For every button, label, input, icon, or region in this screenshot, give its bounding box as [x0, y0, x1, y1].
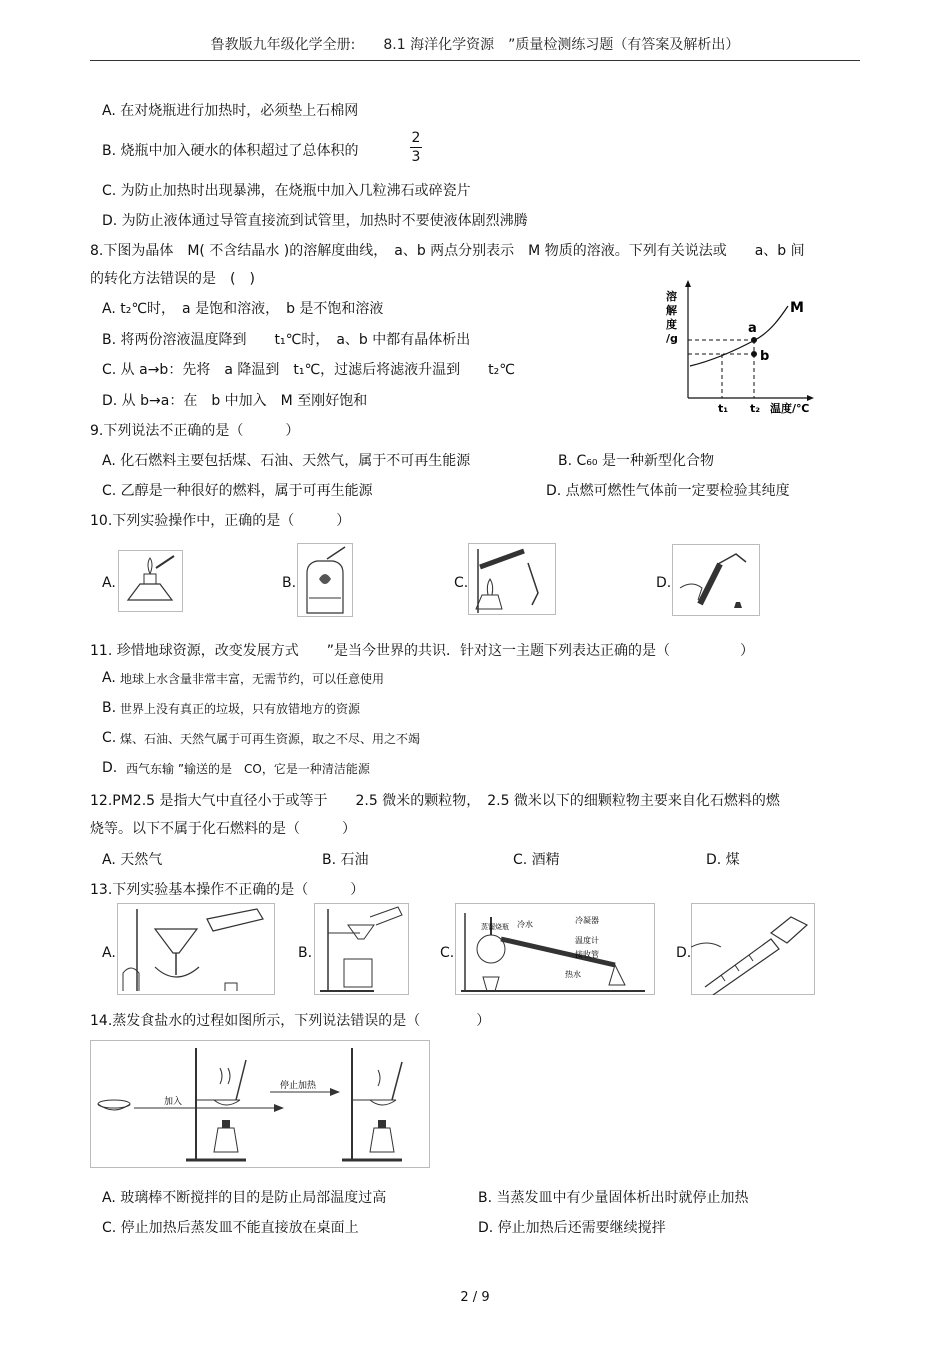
- q8-option-a: A. t₂℃时， a 是饱和溶液， b 是不饱和溶液: [102, 301, 384, 317]
- q12-stem-line1: 12.PM2.5 是指大气中直径小于或等于 2.5 微米的颗粒物， 2.5 微米以下的细颗粒物主要来自化石燃料的燃: [90, 793, 780, 809]
- q14-figure-evaporation: [90, 1040, 430, 1168]
- q8-stem-line1: 8.下图为晶体 M( 不含结晶水 )的溶解度曲线， a、b 两点分别表示 M 物质的溶液。下列有关说法或 a、b 间: [90, 243, 805, 259]
- fraction-denominator: 3: [411, 149, 421, 165]
- q9-option-b: B. C₆₀ 是一种新型化合物: [558, 453, 714, 469]
- q9-stem: 9.下列说法不正确的是（ ）: [90, 423, 300, 439]
- q8-stem-line2: 的转化方法错误的是 ( ): [90, 271, 255, 287]
- q8-option-d: D. 从 b→a：在 b 中加入 M 至刚好饱和: [102, 393, 368, 409]
- q11-label-d: D.: [102, 760, 118, 776]
- q11-stem: 11. 珍惜地球资源，改变发展方式 ”是当今世界的共识．针对这一主题下列表达正确的是（ ）: [90, 643, 754, 659]
- fraction-bar: [410, 147, 422, 148]
- q8-option-c: C. 从 a→b：先将 a 降温到 t₁℃，过滤后将滤液升温到 t₂℃: [102, 362, 515, 378]
- q13-figure-d-measuring-cylinder: [691, 903, 815, 995]
- point-a-label: a: [748, 321, 757, 336]
- q13-figure-c-distillation: [455, 903, 655, 995]
- t1-label: t₁: [718, 402, 729, 415]
- q10-figure-a: [118, 550, 183, 612]
- q12-option-b: B. 石油: [322, 852, 369, 868]
- point-b: [751, 351, 757, 357]
- q14-option-a: A. 玻璃棒不断搅拌的目的是防止局部温度过高: [102, 1190, 387, 1206]
- y-label-2: 解: [666, 304, 677, 317]
- q7-option-c: C. 为防止加热时出现暴沸，在烧瓶中加入几粒沸石或碎瓷片: [102, 183, 471, 199]
- q13-stem: 13.下列实验基本操作不正确的是（ ）: [90, 882, 365, 898]
- q11-label-b: B.: [102, 700, 117, 716]
- q7-option-d: D. 为防止液体通过导管直接流到试管里，加热时不要使液体剧烈沸腾: [102, 213, 528, 229]
- q10-stem: 10.下列实验操作中，正确的是（ ）: [90, 513, 351, 529]
- q11-option-a: 地球上水含量非常丰富，无需节约，可以任意使用: [120, 672, 385, 686]
- q13-label-d: D.: [676, 945, 692, 961]
- q7-option-a: A. 在对烧瓶进行加热时，必须垫上石棉网: [102, 103, 359, 119]
- page-number: 2 / 9: [460, 1290, 490, 1305]
- fraction-two-thirds: [410, 130, 422, 165]
- solubility-graph: [660, 278, 820, 418]
- q7-option-b: B. 烧瓶中加入硬水的体积超过了总体积的: [102, 143, 359, 159]
- y-axis-arrow: [685, 280, 691, 287]
- y-label-4: /g: [666, 332, 678, 345]
- q14-option-b: B. 当蒸发皿中有少量固体析出时就停止加热: [478, 1190, 749, 1206]
- y-label-3: 度: [666, 318, 677, 331]
- q8-option-b: B. 将两份溶液温度降到 t₁℃时， a、b 中都有晶体析出: [102, 332, 471, 348]
- q11-option-b: 世界上没有真正的垃圾，只有放错地方的资源: [120, 702, 361, 716]
- point-a: [751, 337, 757, 343]
- q11-option-d: 西气东输 ”输送的是 CO，它是一种清洁能源: [126, 762, 370, 776]
- q11-label-a: A.: [102, 670, 116, 686]
- q10-label-a: A.: [102, 575, 116, 591]
- q14-option-d: D. 停止加热后还需要继续搅拌: [478, 1220, 666, 1236]
- q14-stem: 14.蒸发食盐水的过程如图所示，下列说法错误的是（ ）: [90, 1013, 491, 1029]
- q9-option-a: A. 化石燃料主要包括煤、石油、天然气，属于不可再生能源: [102, 453, 471, 469]
- q12-option-d: D. 煤: [706, 852, 740, 868]
- label-condenser: 冷凝器: [575, 916, 599, 925]
- arrow-label-add: 加入: [164, 1097, 183, 1107]
- q12-option-a: A. 天然气: [102, 852, 163, 868]
- x-axis-arrow: [807, 395, 814, 401]
- q10-figure-c: [468, 543, 556, 615]
- q12-stem-line2: 烧等。以下不属于化石燃料的是（ ）: [90, 821, 356, 837]
- q10-label-d: D.: [656, 575, 672, 591]
- label-receiver: 接收管: [575, 950, 599, 959]
- t2-label: t₂: [750, 402, 761, 415]
- q9-option-c: C. 乙醇是一种很好的燃料，属于可再生能源: [102, 483, 373, 499]
- x-axis-label: 温度/℃: [770, 402, 810, 415]
- q13-label-c: C.: [440, 945, 455, 961]
- header-rule: [90, 60, 860, 61]
- q12-option-c: C. 酒精: [513, 852, 560, 868]
- q9-option-d: D. 点燃可燃性气体前一定要检验其纯度: [546, 483, 790, 499]
- solubility-curve: [690, 306, 788, 366]
- curve-label-m: M: [790, 300, 804, 316]
- point-b-label: b: [760, 349, 770, 364]
- arrow-label-stop-heating: 停止加热: [280, 1081, 317, 1091]
- q11-label-c: C.: [102, 730, 117, 746]
- q10-figure-b: [297, 543, 353, 617]
- label-cold-water: 冷水: [517, 920, 533, 929]
- label-thermometer: 温度计: [575, 936, 599, 945]
- q10-label-b: B.: [282, 575, 297, 591]
- q11-option-c: 煤、石油、天然气属于可再生资源，取之不尽、用之不竭: [120, 732, 421, 746]
- q10-figure-d: [672, 544, 760, 616]
- q13-label-b: B.: [298, 945, 313, 961]
- y-label-1: 溶: [666, 290, 677, 303]
- label-distilling-flask: 蒸馏烧瓶: [481, 923, 509, 931]
- q14-option-c: C. 停止加热后蒸发皿不能直接放在桌面上: [102, 1220, 359, 1236]
- q13-figure-b: [314, 903, 409, 995]
- label-hot-water: 热水: [565, 970, 581, 979]
- fraction-numerator: 2: [411, 130, 421, 146]
- q10-label-c: C.: [454, 575, 469, 591]
- q13-label-a: A.: [102, 945, 116, 961]
- q13-figure-a-filtration: [117, 903, 275, 995]
- page-header: 鲁教版九年级化学全册: 8.1 海洋化学资源 ”质量检测练习题（有答案及解析出）: [210, 37, 740, 53]
